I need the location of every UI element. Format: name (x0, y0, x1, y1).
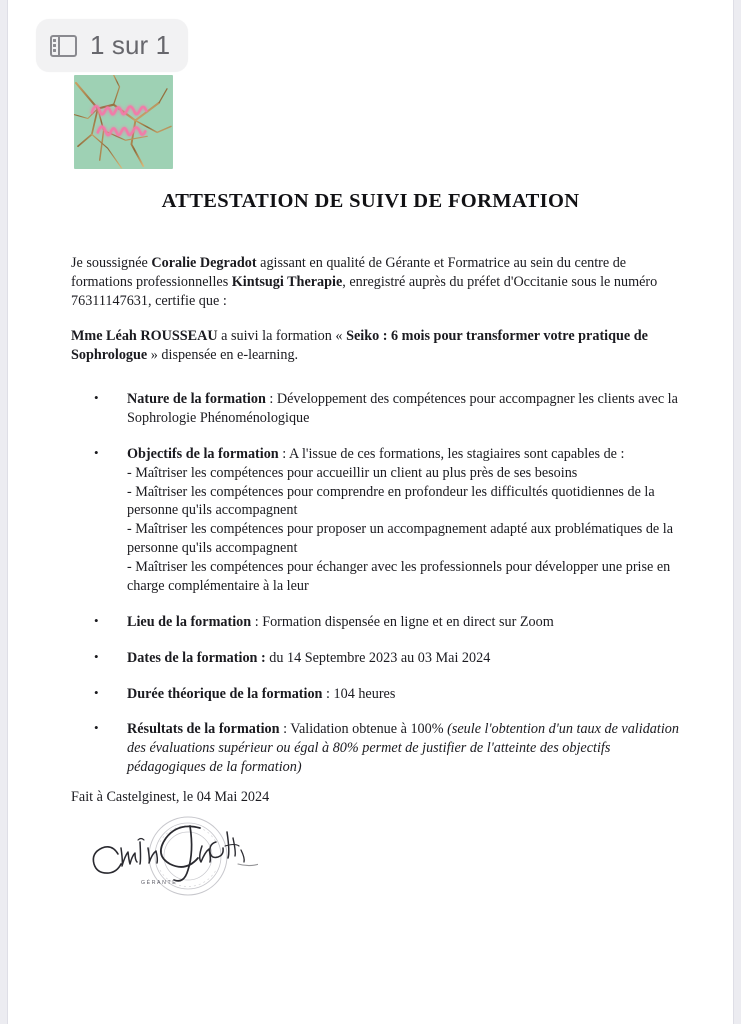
list-item (71, 685, 681, 704)
bullet-label: Durée théorique de la formation (127, 685, 323, 702)
closing-statement: Fait à Castelginest, le 04 Mai 2024 (71, 789, 270, 805)
viewer-left-edge (0, 0, 7, 1024)
bullet-separator: : (251, 613, 263, 630)
training-details-list (71, 390, 681, 777)
kintsugi-therapie-logo (74, 75, 173, 169)
trainee-text-2: » dispensée en e-learning. (147, 346, 299, 363)
signature-block (78, 812, 258, 904)
certifier-name: Coralie Degradot (151, 255, 257, 271)
bullet-italic-note: (seule l'obtention d'un taux de validation des évaluations supérieur ou égal à 80% permet de justifier de l'atteinte des objectifs pédagogiques de la formation) (127, 721, 679, 776)
objective-line: - Maîtriser les compétences pour échanger avec les professionnels pour développer une prise en charge complémentaire à la leur (127, 559, 671, 594)
bullet-label: Résultats de la formation (127, 721, 280, 738)
page-view-icon (50, 35, 77, 57)
bullet-value: Validation obtenue à 100% (290, 721, 448, 738)
bullet-value: Formation dispensée en ligne et en direct sur Zoom (262, 613, 554, 630)
paragraph-attestation (71, 254, 678, 311)
bullet-label: Dates de la formation : (127, 649, 266, 666)
viewer-right-border (733, 0, 734, 1024)
bullet-separator: : (278, 445, 289, 462)
bullet-value: 104 heures (333, 685, 396, 702)
bullet-label: Nature de la formation (127, 391, 266, 407)
signature-role: GÉRANTE (141, 880, 178, 886)
list-item (71, 390, 681, 428)
bullet-value: A l'issue de ces formations, les stagiaires sont capables de : (288, 445, 625, 462)
list-item (71, 613, 681, 632)
trainee-text-1: a suivi la formation « (217, 327, 347, 344)
paragraph-trainee (71, 327, 678, 365)
intro-text-2: agissant en qualité de Gérante et Formatrice au sein du centre de formations professionnelles (71, 255, 627, 290)
bullet-value: du 14 Septembre 2023 au 03 Mai 2024 (269, 649, 491, 666)
list-item (71, 720, 681, 777)
objective-line: - Maîtriser les compétences pour proposer un accompagnement adapté aux problématiques de la personne qu'ils accompagnent (127, 521, 674, 557)
bullet-value: Développement des compétences pour accompagner les clients avec la Sophrologie Phénoménologique (127, 391, 678, 426)
bullet-separator: : (279, 721, 291, 738)
list-item (71, 649, 681, 668)
bullet-separator: : (265, 391, 277, 407)
page-indicator-label: 1 sur 1 (90, 30, 171, 60)
bullet-label: Lieu de la formation (127, 613, 252, 630)
page-title: ATTESTATION DE SUIVI DE FORMATION (161, 190, 580, 212)
document-intro (71, 254, 678, 364)
list-item (71, 445, 681, 596)
bullet-label: Objectifs de la formation (127, 445, 279, 462)
training-title: Seiko : 6 mois pour transformer votre pratique de Sophrologue (71, 327, 648, 363)
page-indicator-pill[interactable] (36, 19, 188, 72)
bullet-separator: : (322, 685, 334, 702)
objective-line: - Maîtriser les compétences pour comprendre en profondeur les difficultés quotidiennes de la personne qu'ils accompagnent (127, 483, 655, 519)
trainee-name: Mme Léah ROUSSEAU (71, 327, 218, 344)
objective-line: - Maîtriser les compétences pour accueillir un client au plus près de ses besoins (127, 464, 578, 481)
viewer-right-edge (734, 0, 741, 1024)
intro-text-3: , enregistré auprès du préfet d'Occitanie sous le numéro 76311147631, certifie que : (71, 273, 658, 309)
document-page (8, 0, 733, 1024)
intro-text-1: Je soussignée (71, 255, 152, 271)
organization-name: Kintsugi Therapie (231, 273, 343, 290)
